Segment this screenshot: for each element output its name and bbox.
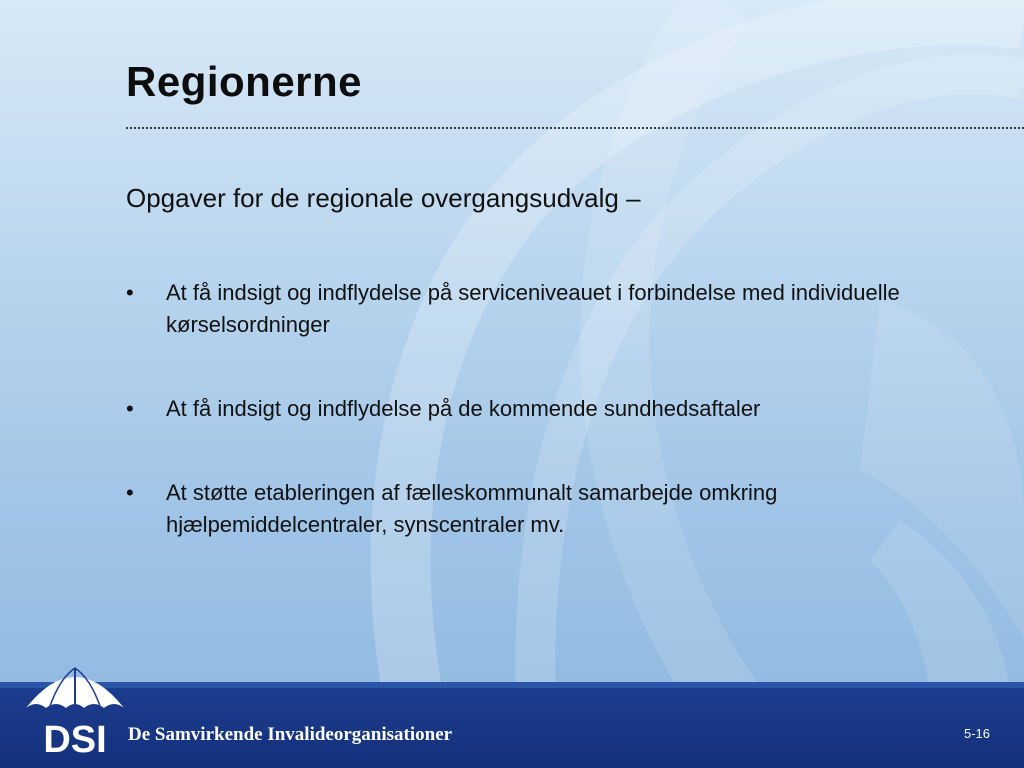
bullet-dot-icon: • [126, 396, 134, 421]
organization-name: De Samvirkende Invalideorganisationer [128, 724, 453, 745]
slide-title: Regionerne [126, 58, 363, 105]
logo-text: DSI [43, 719, 107, 760]
bullet-list [126, 277, 986, 541]
bullet-item [126, 277, 986, 341]
page-number: 5-16 [964, 726, 991, 741]
bullet-item [126, 393, 986, 425]
bullet-text: At støtte etableringen af fælleskommunalt samarbejde omkring hjælpemiddelcentraler, synscentraler mv. [166, 480, 778, 537]
umbrella-logo-icon [20, 660, 130, 760]
title-divider [126, 127, 1024, 129]
bullet-dot-icon: • [126, 480, 134, 505]
bullet-text: At få indsigt og indflydelse på serviceniveauet i forbindelse med individuelle kørselsordninger [166, 280, 900, 337]
bullet-item [126, 477, 986, 541]
bullet-text: At få indsigt og indflydelse på de kommende sundhedsaftaler [166, 396, 761, 421]
bullet-dot-icon: • [126, 280, 134, 305]
slide-subtitle: Opgaver for de regionale overgangsudvalg – [126, 183, 641, 213]
